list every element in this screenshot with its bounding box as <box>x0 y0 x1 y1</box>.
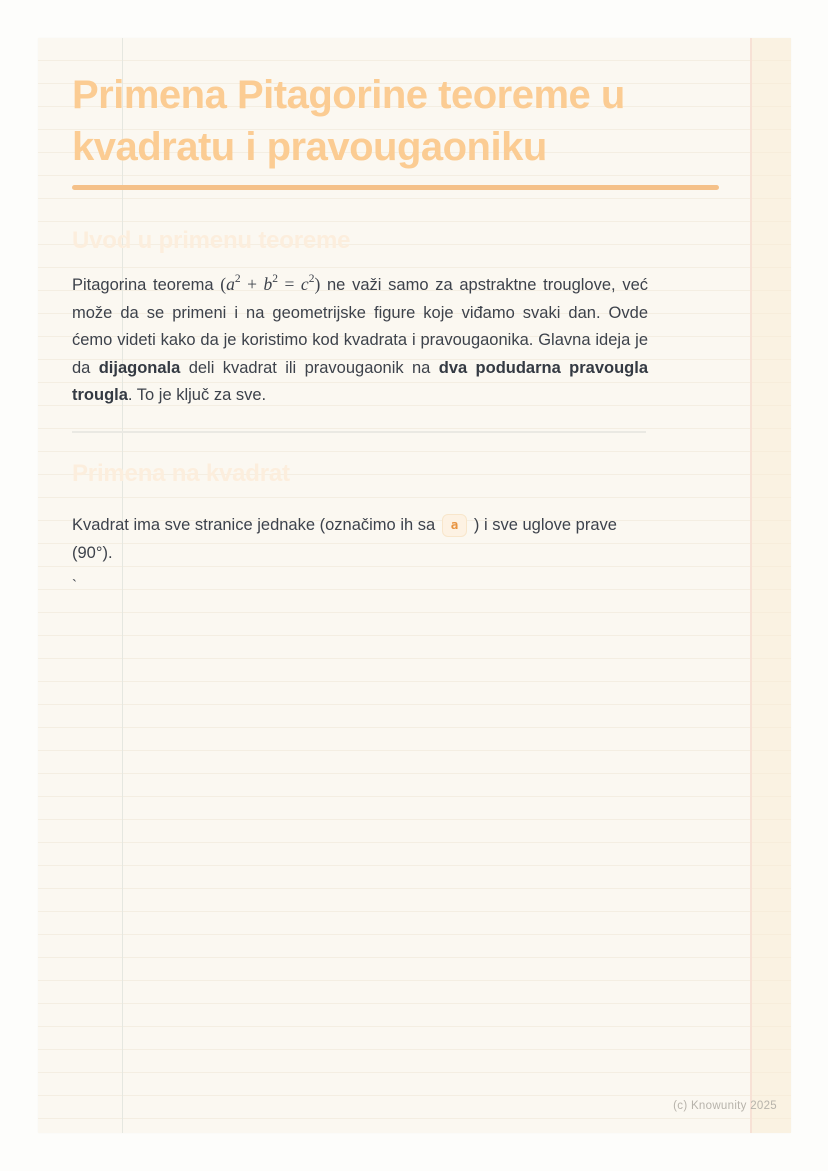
document-sheet <box>38 38 791 1133</box>
side-label-badge: a <box>442 514 468 538</box>
intro-paragraph <box>72 271 648 410</box>
page-title-line-1: Primena Pitagorine teoreme u <box>72 73 625 117</box>
text-segment: deli kvadrat ili pravougaonik na <box>180 358 439 377</box>
section-heading-square: Primena na kvadrat <box>72 459 290 487</box>
page-title-line-2: kvadratu i pravougaoniku <box>72 125 547 169</box>
math-equals-sign: = <box>278 274 301 294</box>
text-segment: Kvadrat ima sve stranice jednake (označimo ih sa <box>72 515 440 534</box>
title-underline-divider <box>72 185 719 190</box>
math-plus-sign: + <box>240 274 264 294</box>
math-close-paren: ) <box>314 274 321 294</box>
math-exponent: 2 <box>308 273 315 286</box>
footer-copyright: (c) Knowunity 2025 <box>673 1100 777 1112</box>
math-var-a: a <box>226 274 235 294</box>
text-segment: ne važi samo za apstraktne trouglove, već može da se primeni i na geometrijske figure koje viđamo svaki dan. Ovde ćemo videti kako da je koristimo kod kvadrata i pravougaonika. Glavna ideja je da <box>72 276 648 377</box>
page-title <box>72 38 719 173</box>
text-segment: ) i sve uglove prave (90°). <box>72 515 617 562</box>
math-var-c: c <box>300 274 309 294</box>
square-paragraph <box>72 512 648 567</box>
math-formula-pythagorean <box>220 274 320 294</box>
bold-term-dijagonala: dijagonala <box>98 358 181 377</box>
section-heading-intro: Uvod u primenu teoreme <box>72 227 351 254</box>
text-segment: Pitagorina teorema <box>72 276 221 294</box>
right-margin-column <box>750 38 791 1133</box>
math-exponent: 2 <box>234 273 241 286</box>
math-exponent: 2 <box>272 273 279 286</box>
text-segment: . To je ključ za sve. <box>127 386 267 405</box>
math-open-paren: ( <box>220 274 227 294</box>
document-content <box>72 38 719 594</box>
bold-term-two-triangles: dva podudarna pravougla trougla <box>72 358 648 405</box>
section-divider-line <box>72 431 646 433</box>
stray-backtick-text: ` <box>72 577 77 595</box>
math-var-b: b <box>263 274 273 294</box>
